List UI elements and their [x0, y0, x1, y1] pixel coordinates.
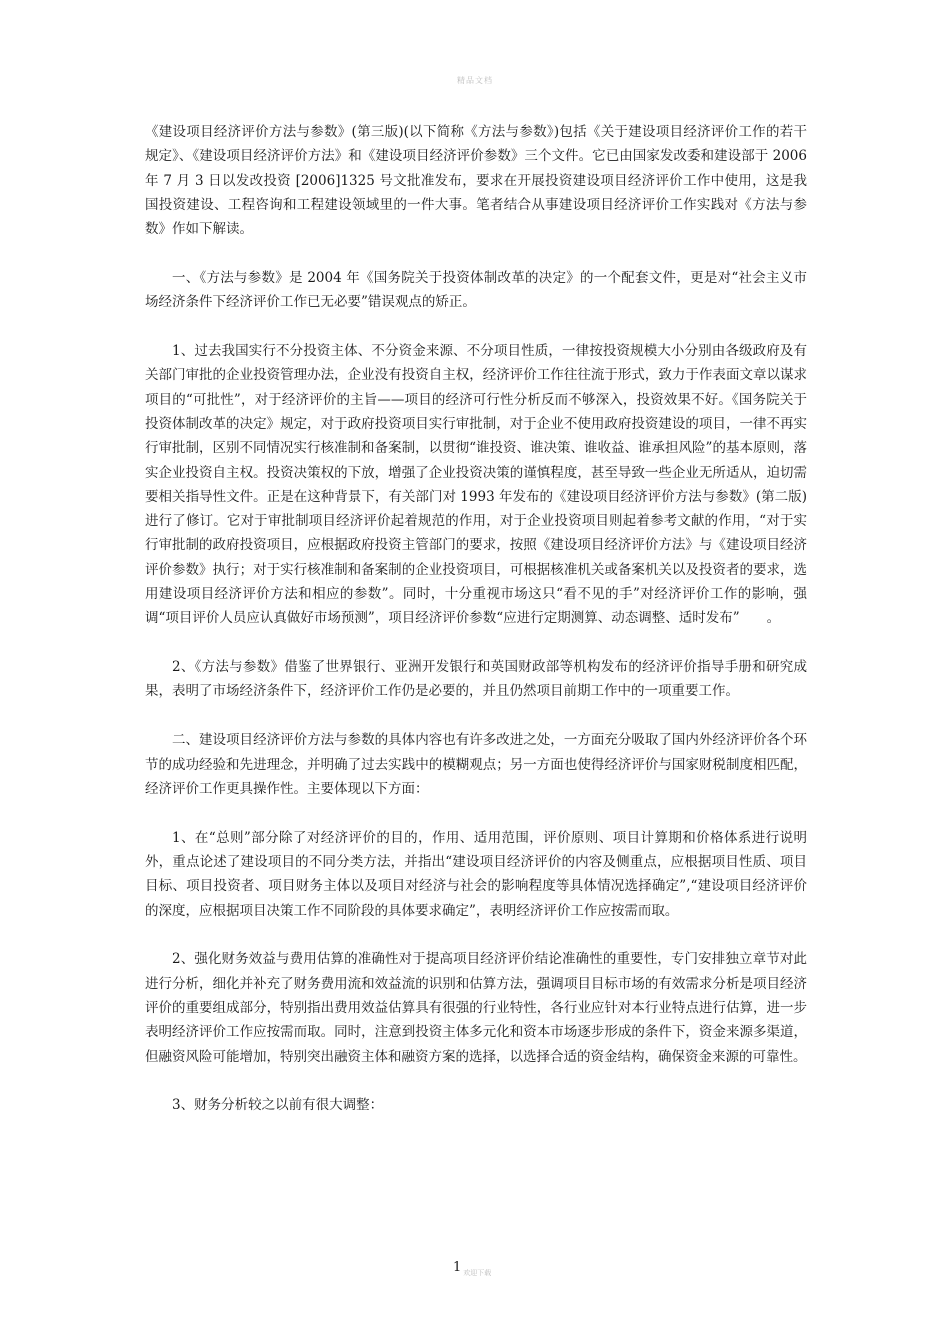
paragraph-section-2-item-1: 1、在“总则”部分除了对经济评价的目的，作用、适用范围，评价原则、项目计算期和价格体系进行说明外，重点论述了建设项目的不同分类方法，并指出“建设项目经济评价的内容及侧重点，应根据项目性质、项目目标、项目投资者、项目财务主体以及项目对经济与社会的影响程度等具体情况选择确定”,“建设项目经济评价的深度，应根据项目决策工作不同阶段的具体要求确定”，表明经济评价工作应按需而取。 [145, 829, 807, 919]
paragraph-section-2-item-2: 2、强化财务效益与费用估算的准确性对于提高项目经济评价结论准确性的重要性，专门安排独立章节对此进行分析，细化并补充了财务费用流和效益流的识别和估算方法，强调项目目标市场的有效需求分析是项目经济评价的重要组成部分，特别指出费用效益估算具有很强的行业特性，各行业应针对本行业特点进行估算，进一步表明经济评价工作应按需而取。同时，注意到投资主体多元化和资本市场逐步形成的条件下，资金来源多渠道，但融资风险可能增加，特别突出融资主体和融资方案的选择，以选择合适的资金结构，确保资金来源的可靠性。 [145, 951, 807, 1065]
page-footer [453, 1256, 491, 1275]
paragraph-section-2: 二、建设项目经济评价方法与参数的具体内容也有许多改进之处，一方面充分吸取了国内外经济评价各个环节的成功经验和先进理念，并明确了过去实践中的模糊观点；另一方面也使得经济评价与国家财税制度相匹配，经济评价工作更具操作性。主要体现以下方面： [145, 732, 807, 797]
paragraph-section-2-item-3: 3、财务分析较之以前有很大调整： [172, 1097, 384, 1114]
header-watermark: 精品文档 [457, 76, 493, 85]
paragraph-intro: 《建设项目经济评价方法与参数》(第三版)(以下简称《方法与参数》)包括《关于建设项目经济评价工作的若干规定》、《建设项目经济评价方法》和《建设项目经济评价参数》三个文件。它已由国家发改委和建设部于 2006 年 7 月 3 日以发改投资 [2006]1325 号文批准发布，要求在开展投资建设项目经济评价工作中使用，这是我国投资建设、工程咨询和工程建设领域里的一件大事。笔者结合从事建设项目经济评价工作实践对《方法与参数》作如下解读。 [145, 124, 807, 238]
document-body [145, 120, 807, 1142]
paragraph-section-1-item-2: 2、《方法与参数》借鉴了世界银行、亚洲开发银行和英国财政部等机构发布的经济评价指导手册和研究成果，表明了市场经济条件下，经济评价工作仍是必要的，并且仍然项目前期工作中的一项重要工作。 [145, 659, 807, 700]
paragraph-section-1-item-1: 1、过去我国实行不分投资主体、不分资金来源、不分项目性质，一律按投资规模大小分别由各级政府及有关部门审批的企业投资管理办法，企业没有投资自主权，经济评价工作往往流于形式，致力于作表面文章以谋求项目的“可批性”，对于经济评价的主旨——项目的经济可行性分析反而不够深入，投资效果不好。《国务院关于投资体制改革的决定》规定，对于政府投资项目实行审批制，对于企业不使用政府投资建设的项目，一律不再实行审批制，区别不同情况实行核准制和备案制，以贯彻“谁投资、谁决策、谁收益、谁承担风险”的基本原则，落实企业投资自主权。投资决策权的下放，增强了企业投资决策的谨慎程度，甚至导致一些企业无所适从，迫切需要相关指导性文件。正是在这种背景下，有关部门对 1993 年发布的《建设项目经济评价方法与参数》(第二版)进行了修订。它对于审批制项目经济评价起着规范的作用，对于企业投资项目则起着参考文献的作用，“对于实行审批制的政府投资项目，应根据政府投资主管部门的要求，按照《建设项目经济评价方法》与《建设项目经济评价参数》执行；对于实行核准制和备案制的企业投资项目，可根据核准机关或备案机关以及投资者的要求，选用建设项目经济评价方法和相应的参数”。同时，十分重视市场这只“看不见的手”对经济评价工作的影响，强调“项目评价人员应认真做好市场预测”，项目经济评价参数“应进行定期测算、动态调整、适时发布” 。 [145, 343, 807, 627]
page-number: 1 [453, 1260, 462, 1275]
footer-watermark: 欢迎下载 [463, 1269, 492, 1277]
paragraph-section-1: 一、《方法与参数》是 2004 年《国务院关于投资体制改革的决定》的一个配套文件，更是对“社会主义市场经济条件下经济评价工作已无必要”错误观点的矫正。 [145, 269, 807, 311]
